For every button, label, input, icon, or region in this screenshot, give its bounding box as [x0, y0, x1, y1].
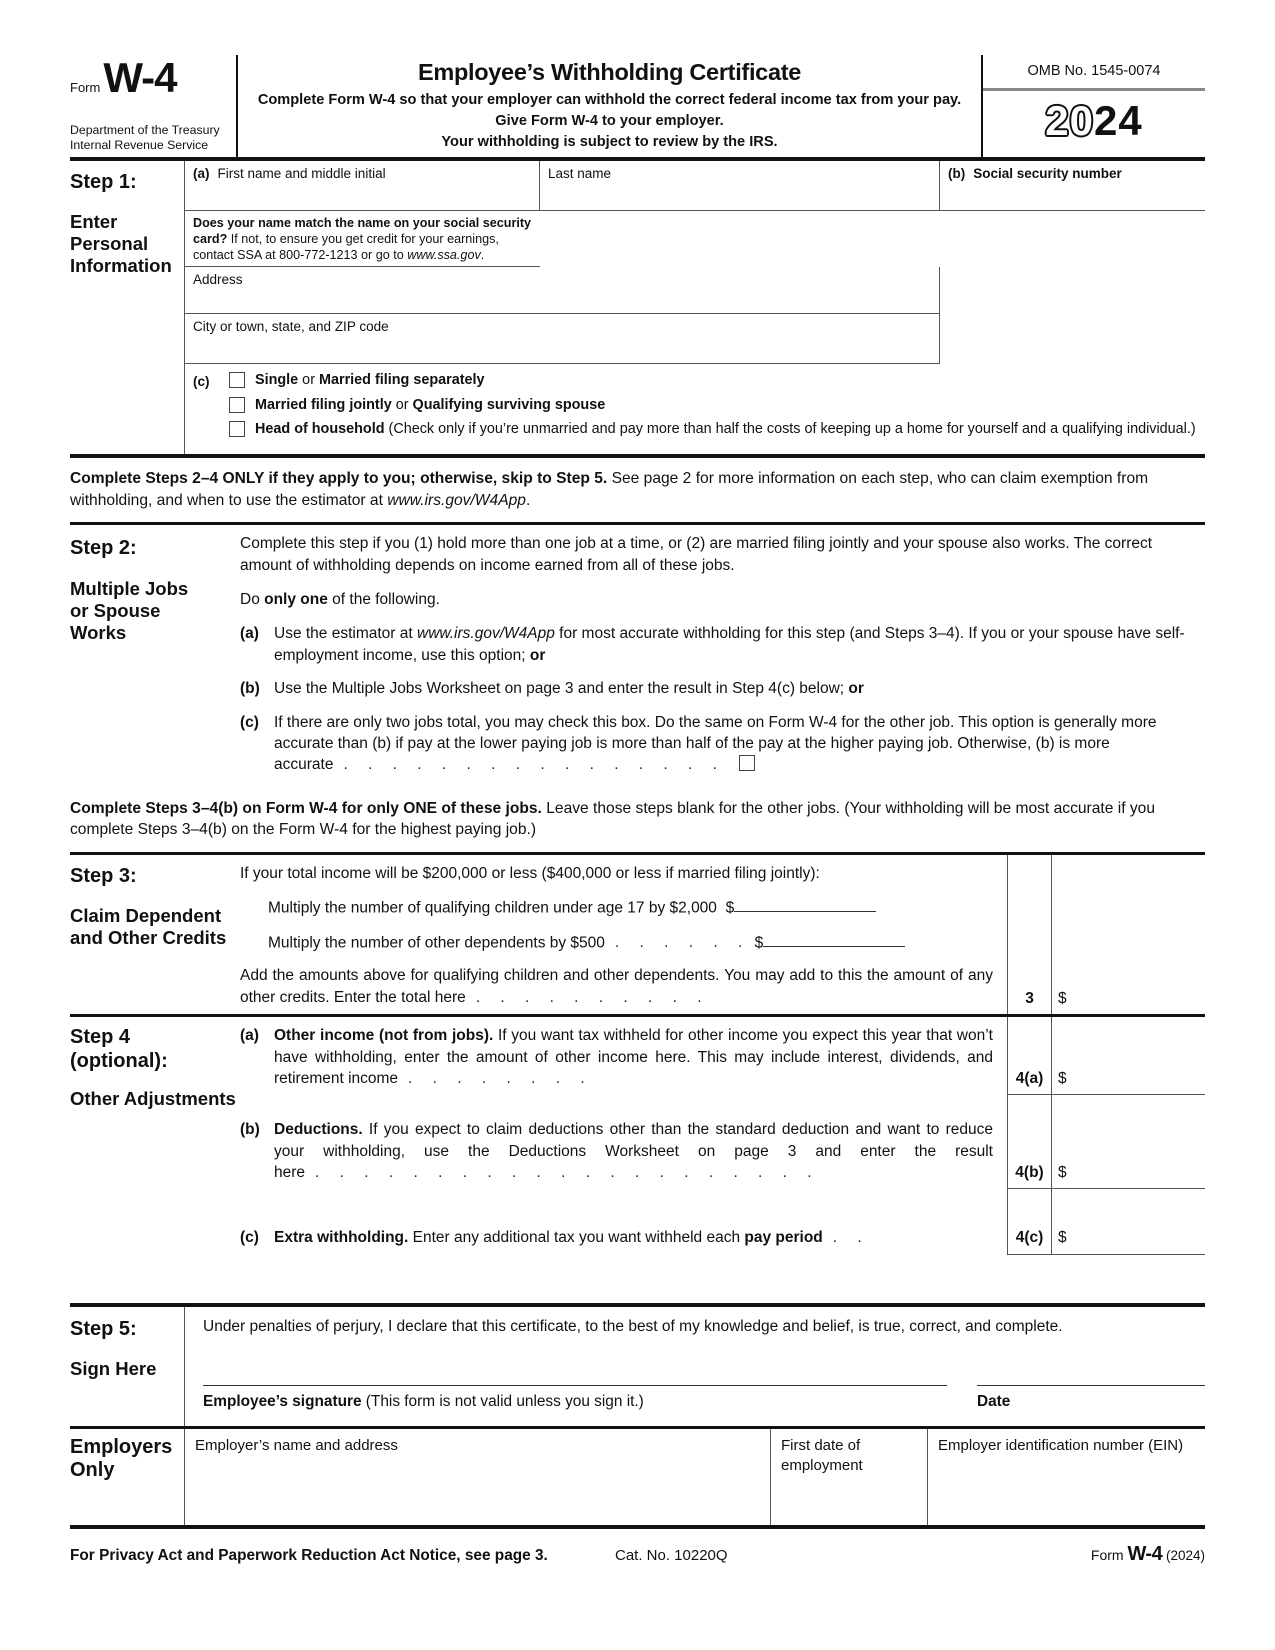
ein-label: Employer identification number (EIN): [938, 1437, 1184, 1455]
steps-2-4-note: Complete Steps 2–4 ONLY if they apply to you; otherwise, skip to Step 5. See page 2 for more information on each step, who can claim exemption from withholding, and when to use the estimator at www.irs.gov/W4App.: [70, 470, 1149, 509]
ssa-note-text: If not, to ensure you get credit for your earnings, contact SSA at 800-772-1213 or go to: [193, 231, 499, 263]
ssa-note-bold: Does your name match the name on your social security card?: [193, 215, 532, 246]
two-jobs-checkbox[interactable]: [739, 755, 755, 771]
step5-section: [70, 1303, 1205, 1427]
step1-label-col: [70, 161, 185, 455]
step2-section: [70, 525, 1205, 787]
married-jointly-checkbox[interactable]: [229, 397, 245, 413]
last-name-label: Last name: [548, 165, 612, 181]
dot-leader: . . . . . . . .: [408, 1069, 593, 1087]
step3-title: Claim Dependent and Other Credits: [70, 905, 227, 949]
form-number: W-4: [103, 54, 177, 101]
privacy-act-notice: For Privacy Act and Paperwork Reduction Act Notice, see page 3.: [70, 1547, 548, 1565]
form-title-block: [236, 55, 983, 157]
ssa-note-period: .: [480, 248, 485, 263]
dot-leader: . .: [832, 1229, 870, 1247]
step2-option-a: (a) Use the estimator at www.irs.gov/W4App for most accurate withholding for this step (and Steps 3–4). If you or your spouse have self-employment income, use this option; or: [240, 623, 1205, 666]
date-label: Date: [977, 1393, 1011, 1411]
step4b-row: (b) Deductions. If you expect to claim deductions other than the standard deduction and want to reduce your withholding, use the Deductions Worksheet on page 3 and enter the result here . . . . . . . . . . . . . . . . . . . . . 4(b) $: [240, 1095, 1205, 1189]
year-solid-digits: 24: [1094, 97, 1143, 144]
ein-field[interactable]: [928, 1429, 1205, 1525]
head-of-household-note: (Check only if you’re unmarried and pay more than half the costs of keeping up a home for yourself and a qualifying individual.): [388, 421, 1196, 438]
step4a-amount-field[interactable]: [1052, 1017, 1205, 1095]
filing-status-group: [185, 364, 1205, 455]
step4-title: Other Adjustments: [70, 1088, 236, 1110]
step2-number: Step 2:: [70, 537, 137, 560]
service-label: Internal Revenue Service: [70, 138, 209, 153]
step1-fields: [185, 161, 1205, 455]
step1-title: Enter Personal Information: [70, 211, 172, 276]
step4a-line-number: 4(a): [1007, 1017, 1052, 1095]
dot-leader: . . . . . .: [614, 934, 751, 951]
date-block: [977, 1385, 1205, 1412]
form-identity: [70, 55, 236, 157]
form-year: [983, 97, 1205, 144]
employer-name-address-field[interactable]: [185, 1429, 771, 1525]
other-dependents-line: Multiply the number of other dependents by $500 . . . . . . $: [240, 930, 993, 954]
omb-divider: [983, 88, 1205, 91]
step3-amount-field[interactable]: [1052, 855, 1205, 1014]
city-label: City or town, state, and ZIP code: [193, 318, 389, 334]
city-field[interactable]: [185, 314, 940, 364]
w4app-link[interactable]: www.irs.gov/W4App: [417, 625, 555, 643]
omb-year-block: [983, 55, 1205, 157]
qualifying-children-line: Multiply the number of qualifying children under age 17 by $2,000 $: [240, 895, 993, 919]
filing-option-married-jointly: Married filing jointly or Qualifying surviving spouse: [229, 396, 1199, 416]
step2-do-line: Do only one of the following.: [240, 591, 440, 609]
omb-number: OMB No. 1545-0074: [1027, 63, 1161, 79]
form-subtitle-1: Complete Form W-4 so that your employer can withhold the correct federal income tax from your pay.: [257, 92, 962, 109]
ssa-link[interactable]: www.ssa.gov: [407, 248, 481, 263]
step2-option-b: (b) Use the Multiple Jobs Worksheet on page 3 and enter the result in Step 4(c) below; or: [240, 678, 1205, 699]
filing-option-single: Single or Married filing separately: [229, 371, 1199, 391]
step3-section: [70, 852, 1205, 1017]
form-footer-id: Form W-4 (2024): [1090, 1543, 1205, 1566]
signature-label: Employee’s signature: [203, 1393, 362, 1411]
step3-number: Step 3:: [70, 864, 137, 887]
first-date-employment-label: First date of employment: [781, 1437, 863, 1474]
step4c-amount-field[interactable]: [1052, 1189, 1205, 1254]
steps-2-4-note-bold: Complete Steps 2–4 ONLY if they apply to you; otherwise, skip to Step 5.: [70, 470, 608, 488]
step5-label-col: [70, 1307, 185, 1427]
ssa-card-note: [185, 211, 540, 267]
employers-only-label: Employers Only: [70, 1429, 185, 1525]
address-label: Address: [193, 271, 243, 287]
department-label: Department of the Treasury: [70, 122, 220, 137]
step1-section: [70, 161, 1205, 459]
perjury-statement: Under penalties of perjury, I declare that this certificate, to the best of my knowledge and belief, is true, correct, and complete.: [203, 1317, 1063, 1335]
step5-title: Sign Here: [70, 1358, 157, 1380]
signature-note: (This form is not valid unless you sign it.): [361, 1393, 644, 1411]
filing-option-label: Single: [255, 371, 299, 388]
step4c-line-number: 4(c): [1007, 1189, 1052, 1254]
last-name-field[interactable]: [540, 161, 940, 211]
form-header: [70, 55, 1205, 161]
dependents-amount-field[interactable]: [763, 930, 905, 947]
option-c-tag: (c): [240, 1229, 259, 1247]
dot-leader: . . . . . . . . . . . . . . . .: [343, 756, 725, 774]
filing-status-tag: (c): [193, 373, 210, 389]
dollar-sign: $: [1058, 1229, 1067, 1247]
filing-option-label: Married filing jointly: [255, 396, 392, 413]
dot-leader: . . . . . . . . . .: [475, 988, 710, 1006]
step4b-amount-field[interactable]: [1052, 1095, 1205, 1189]
spacer: [70, 1255, 1205, 1303]
head-of-household-checkbox[interactable]: [229, 421, 245, 437]
dollar-sign: $: [1058, 989, 1067, 1007]
signature-block: [203, 1385, 947, 1412]
w4app-link[interactable]: www.irs.gov/W4App: [387, 491, 526, 509]
step4a-row: (a) Other income (not from jobs). If you want tax withheld for other income you expect this year that won’t have withholding, enter the amount of other income here. This may include interest, dividends, and retirement income . . . . . . . . 4(a) $: [240, 1017, 1205, 1095]
step4c-row: (c) Extra withholding. Enter any additional tax you want withheld each pay period . . 4(c) $: [240, 1189, 1205, 1254]
dollar-sign: $: [1058, 1069, 1067, 1087]
steps-3-4b-note: Complete Steps 3–4(b) on Form W-4 for only ONE of these jobs. Leave those steps blank for the other jobs. (Your withholding will be most accurate if you complete Steps 3–4(b) on the Form W-4 for the highest paying job.): [70, 799, 1156, 839]
first-name-label: First name and middle initial: [217, 165, 386, 181]
step3-intro: If your total income will be $200,000 or less ($400,000 or less if married filing jointly):: [240, 864, 820, 882]
page-footer: [70, 1541, 1205, 1569]
year-outline-digits: 20: [1045, 97, 1094, 144]
ssn-tag: (b): [948, 165, 966, 181]
form-subtitle-3: Your withholding is subject to review by the IRS.: [441, 133, 778, 150]
option-c-tag: (c): [240, 713, 259, 731]
catalog-number: Cat. No. 10220Q: [615, 1547, 728, 1565]
dot-leader: . . . . . . . . . . . . . . . . . . . . .: [315, 1164, 820, 1181]
step3-label-col: [70, 855, 240, 1014]
form-subtitle-2: Give Form W-4 to your employer.: [495, 113, 724, 130]
form-word: Form: [70, 80, 101, 95]
first-name-tag: (a): [193, 165, 210, 181]
option-b-tag: (b): [240, 1121, 260, 1139]
single-checkbox[interactable]: [229, 372, 245, 388]
ssn-field[interactable]: [940, 161, 1205, 211]
step2-intro: Complete this step if you (1) hold more than one job at a time, or (2) are married filing jointly and your spouse also works. The correct amount of withholding depends on income earned from all of these jobs.: [240, 535, 1153, 574]
step2-title: Multiple Jobs or Spouse Works: [70, 577, 189, 643]
filing-option-label: Head of household: [255, 421, 385, 438]
step5-number: Step 5:: [70, 1317, 137, 1340]
step4-label-col: [70, 1017, 240, 1255]
dollar-sign: $: [1058, 1164, 1067, 1181]
option-a-tag: (a): [240, 625, 259, 643]
employers-only-section: [70, 1426, 1205, 1529]
step3-total-line: Add the amounts above for qualifying children and other dependents. You may add to this the amount of any other credits. Enter the total here . . . . . . . . . .: [240, 967, 993, 1006]
first-date-employment-field[interactable]: [771, 1429, 928, 1525]
step2-label-col: [70, 533, 240, 775]
ssn-label: Social security number: [973, 165, 1122, 181]
step2-option-c: (c) If there are only two jobs total, you may check this box. Do the same on Form W-4 for the other job. This option is generally more accurate than (b) if pay at the lower paying job is more than half of the pay at the higher paying job. Otherwise, (b) is more accurate . . . . . . . . . . . . . . . .: [240, 712, 1205, 776]
step4-section: [70, 1017, 1205, 1255]
step4-number: Step 4 (optional):: [70, 1026, 168, 1073]
option-a-tag: (a): [240, 1027, 259, 1045]
employer-name-address-label: Employer’s name and address: [195, 1437, 398, 1455]
form-title: Employee’s Withholding Certificate: [417, 59, 802, 85]
first-name-field[interactable]: [185, 161, 540, 211]
filing-option-head-of-household: [229, 420, 1199, 440]
step4b-line-number: 4(b): [1007, 1095, 1052, 1189]
steps-3-4b-note-bold: Complete Steps 3–4(b) on Form W-4 for only ONE of these jobs.: [70, 799, 542, 817]
option-b-tag: (b): [240, 680, 260, 698]
children-amount-field[interactable]: [734, 895, 876, 912]
step1-number: Step 1:: [70, 170, 137, 193]
address-field[interactable]: [185, 267, 940, 314]
step3-line-number: 3: [1007, 855, 1052, 1014]
